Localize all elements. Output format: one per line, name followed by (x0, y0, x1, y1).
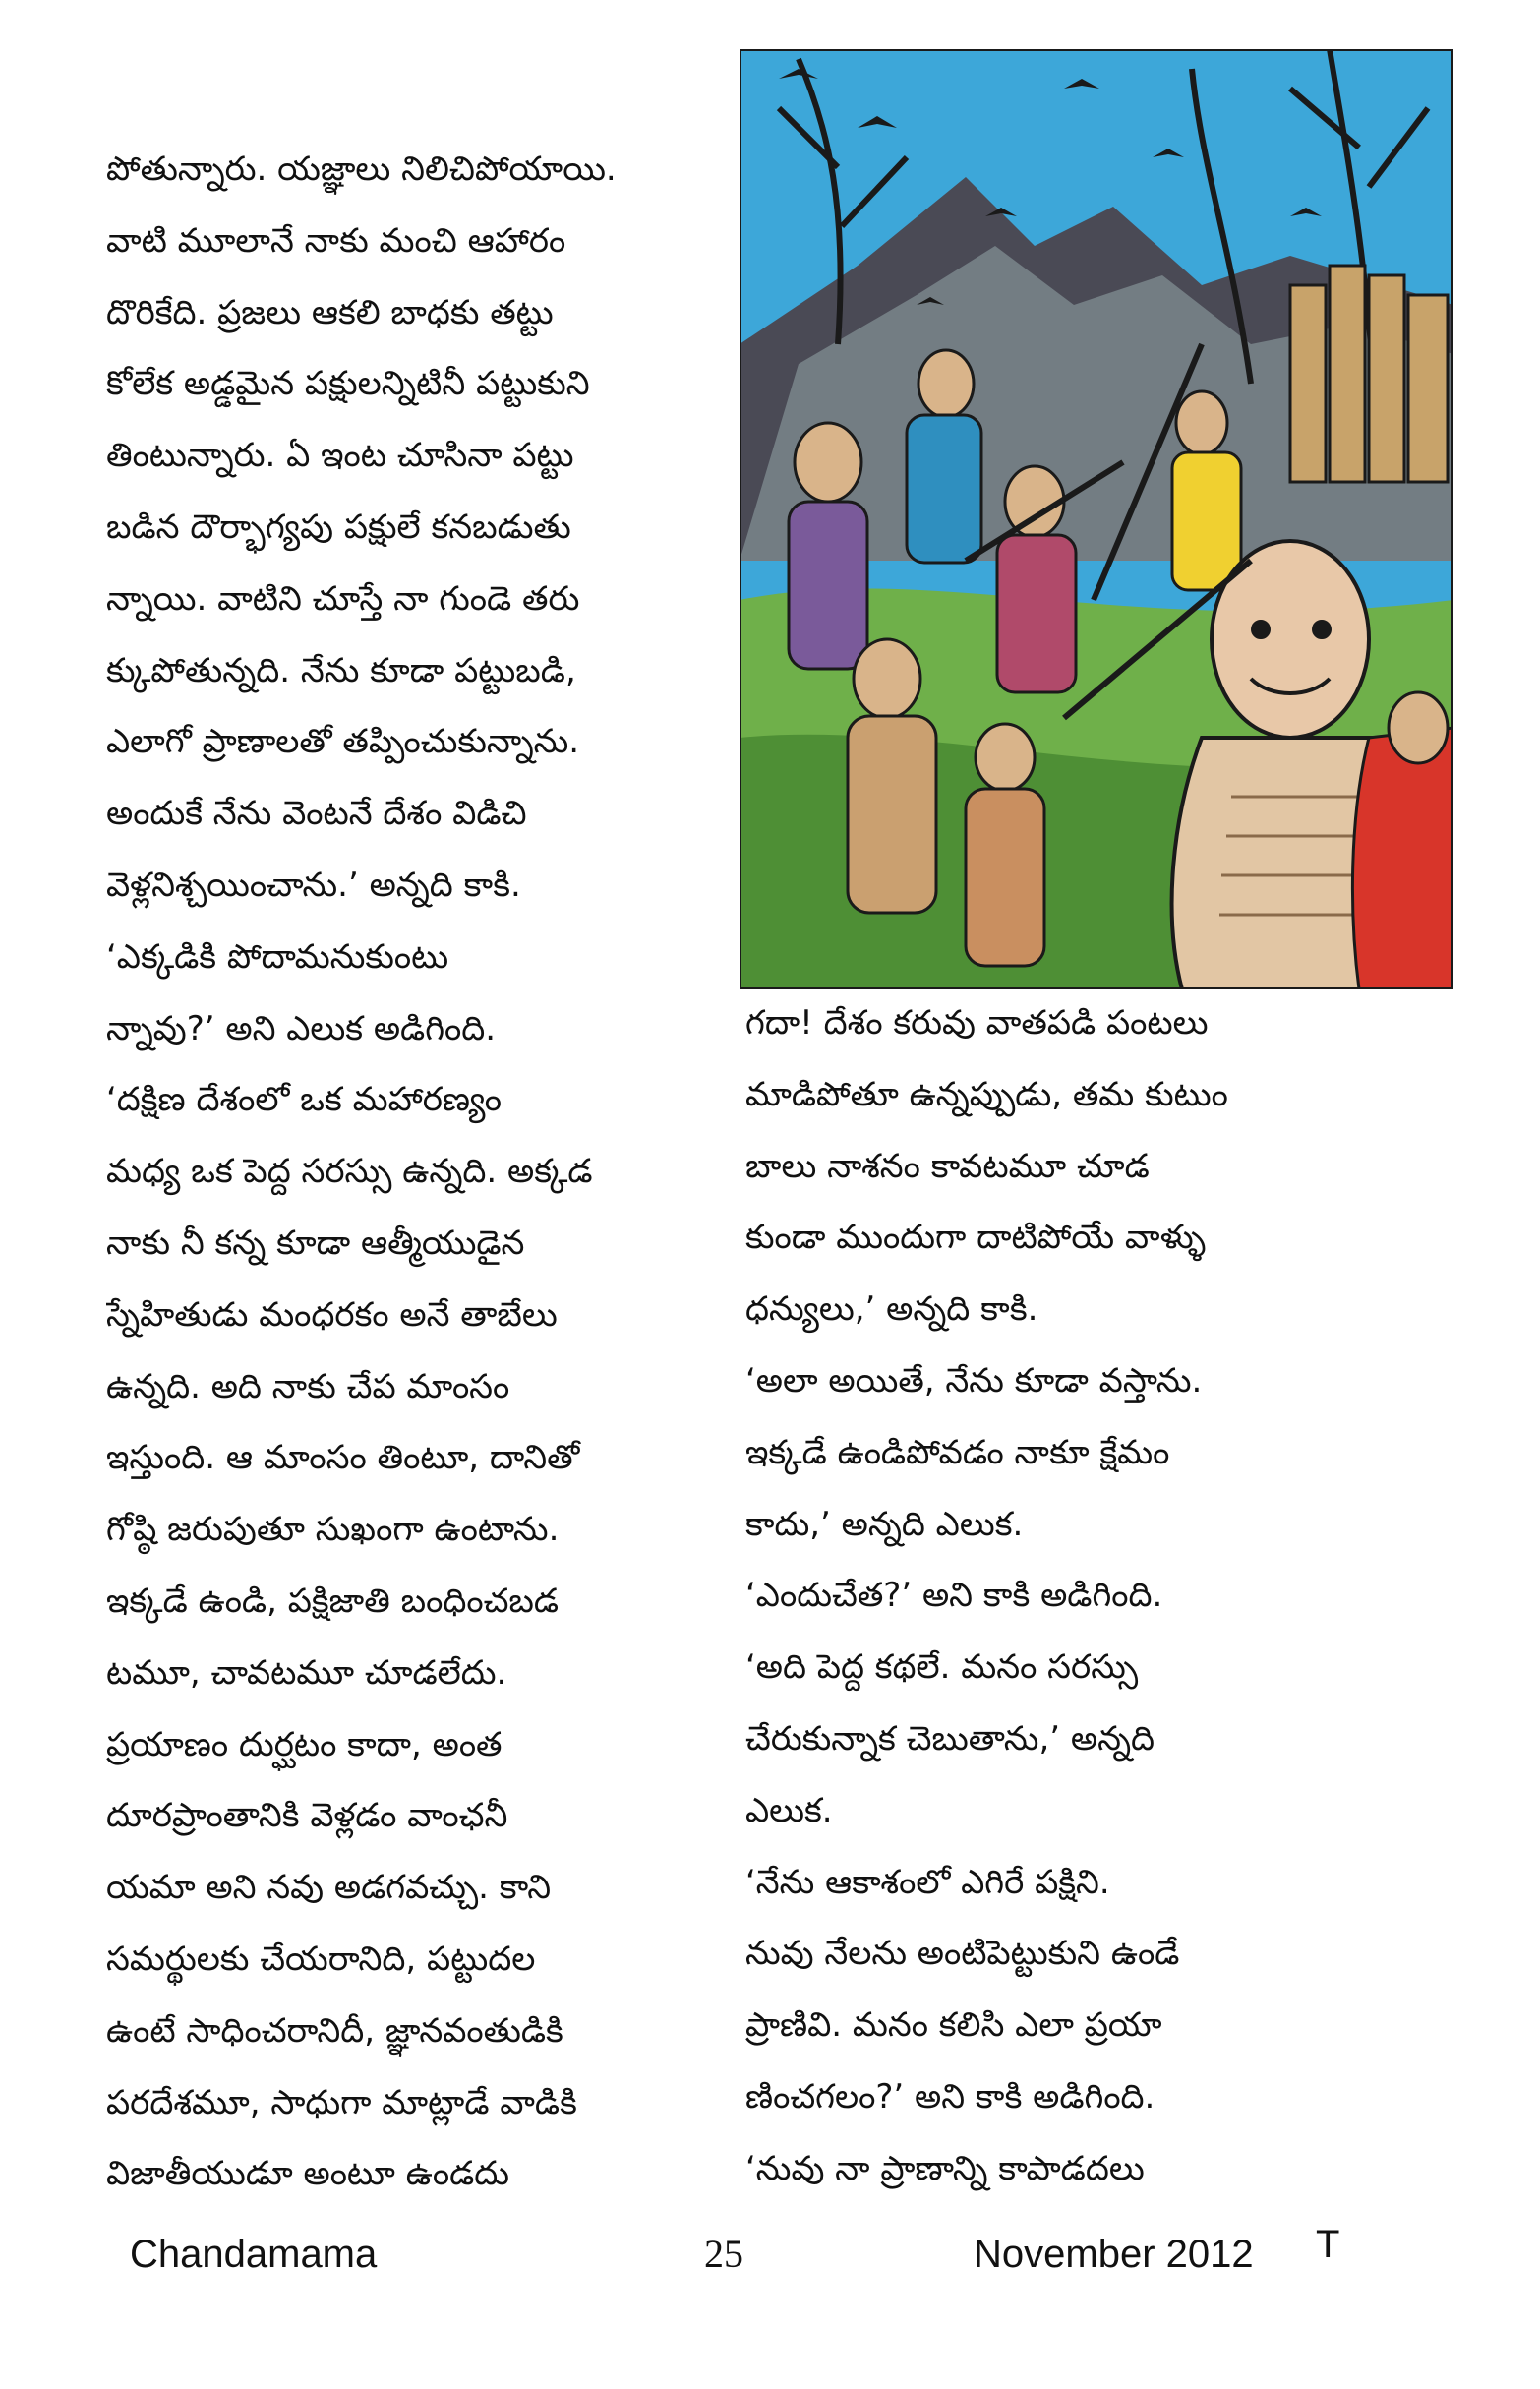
text-line: న్నాయి. వాటిని చూస్తే నా గుండె తరు (106, 578, 580, 619)
text-line: విజాతీయుడూ అంటూ ఉండదు (106, 2154, 509, 2194)
text-line: దూరప్రాంతానికి వెళ్లడం వాంఛనీ (106, 1796, 508, 1836)
text-line: ప్రాణివి. మనం కలిసి ఎలా ప్రయా (745, 2005, 1162, 2046)
text-line: టమూ, చావటమూ చూడలేదు. (106, 1652, 507, 1693)
text-line: తింటున్నారు. ఏ ఇంట చూసినా పట్టు (106, 436, 574, 476)
text-line: కోలేక అడ్డమైన పక్షులన్నిటినీ పట్టుకుని (106, 364, 590, 404)
text-line: యమా అని నవు అడగవచ్చు. కాని (106, 1868, 552, 1908)
text-line: ‘అది పెద్ద కథలే. మనం సరస్సు (745, 1647, 1139, 1688)
text-line: ‘నేను ఆకాశంలో ఎగిరే పక్షిని. (745, 1862, 1110, 1902)
text-line: ణించగలం?’ అని కాకి అడిగింది. (745, 2076, 1155, 2117)
text-line: ‘నువు నా ప్రాణాన్ని కాపాడదలు (745, 2148, 1145, 2188)
text-line: బాలు నాశనం కావటమూ చూడ (745, 1146, 1150, 1186)
text-line: ఇక్కడే ఉండి, పక్షిజాతి బంధించబడ (106, 1581, 560, 1621)
text-line: ప్రయాణం దుర్ఘటం కాదా, అంత (106, 1724, 503, 1764)
left-text-column (106, 134, 716, 2288)
text-line: ఇస్తుంది. ఆ మాంసం తింటూ, దానితో (106, 1438, 580, 1478)
famine-scene-art (740, 49, 1453, 989)
text-line: ‘అలా అయితే, నేను కూడా వస్తాను. (745, 1360, 1203, 1401)
text-line: ధన్యులు,’ అన్నది కాకి. (745, 1289, 1038, 1330)
text-line: ఎలాగో ప్రాణాలతో తప్పించుకున్నాను. (106, 722, 580, 762)
text-line: ఉంటే సాధించరానిదీ, జ్ఞానవంతుడికి (106, 2010, 563, 2051)
text-line: కాదు,’ అన్నది ఎలుక. (745, 1504, 1024, 1544)
text-line: దొరికేది. ప్రజలు ఆకలి బాధకు తట్టు (106, 292, 554, 332)
text-line: పోతున్నారు. యజ్ఞాలు నిలిచిపోయాయి. (106, 149, 617, 189)
text-line: చేరుకున్నాక చెబుతాను,’ అన్నది (745, 1718, 1155, 1759)
text-line: వెళ్లనిశ్చయించాను.’ అన్నది కాకి. (106, 865, 521, 905)
text-line: స్నేహితుడు మంధరకం అనే తాబేలు (106, 1294, 558, 1335)
right-text-column (745, 987, 1343, 2288)
text-line: నువు నేలను అంటిపెట్టుకుని ఉండే (745, 1934, 1180, 1974)
text-line: న్నావు?’ అని ఎలుక అడిగింది. (106, 1008, 497, 1048)
text-line: ‘ఎందుచేత?’ అని కాకి అడిగింది. (745, 1576, 1163, 1616)
text-line: వాటి మూలానే నాకు మంచి ఆహారం (106, 220, 566, 261)
text-line: సమర్థులకు చేయరానిది, పట్టుదల (106, 1939, 536, 1979)
corner-mark: T (1316, 2223, 1340, 2266)
issue-date: November 2012 (974, 2233, 1254, 2276)
story-illustration (740, 49, 1453, 989)
text-line: మాడిపోతూ ఉన్నప్పుడు, తమ కుటుం (745, 1074, 1228, 1114)
magazine-name: Chandamama (130, 2233, 378, 2276)
text-line: ‘ఎక్కడికి పోదామనుకుంటు (106, 936, 449, 977)
text-line: నాకు నీ కన్న కూడా ఆత్మీయుడైన (106, 1223, 525, 1263)
text-line: గదా! దేశం కరువు వాతపడి పంటలు (745, 1003, 1209, 1043)
text-line: పరదేశమూ, సాధుగా మాట్లాడే వాడికి (106, 2082, 577, 2122)
text-line: ఉన్నది. అది నాకు చేప మాంసం (106, 1366, 510, 1406)
text-line: మధ్య ఒక పెద్ద సరస్సు ఉన్నది. అక్కడ (106, 1152, 593, 1192)
text-line: క్కుపోతున్నది. నేను కూడా పట్టుబడి, (106, 650, 576, 690)
page-number: 25 (704, 2232, 743, 2276)
text-line: ఇక్కడే ఉండిపోవడం నాకూ క్షేమం (745, 1432, 1170, 1472)
text-line: ఎలుక. (745, 1790, 833, 1830)
text-line: అందుకే నేను వెంటనే దేశం విడిచి (106, 794, 527, 834)
text-line: కుండా ముందుగా దాటిపోయే వాళ్ళు (745, 1218, 1206, 1258)
text-line: బడిన దౌర్భాగ్యపు పక్షులే కనబడుతు (106, 507, 571, 547)
text-line: గోష్ఠి జరుపుతూ సుఖంగా ఉంటాను. (106, 1510, 560, 1550)
text-line: ‘దక్షిణ దేశంలో ఒక మహారణ్యం (106, 1080, 502, 1120)
